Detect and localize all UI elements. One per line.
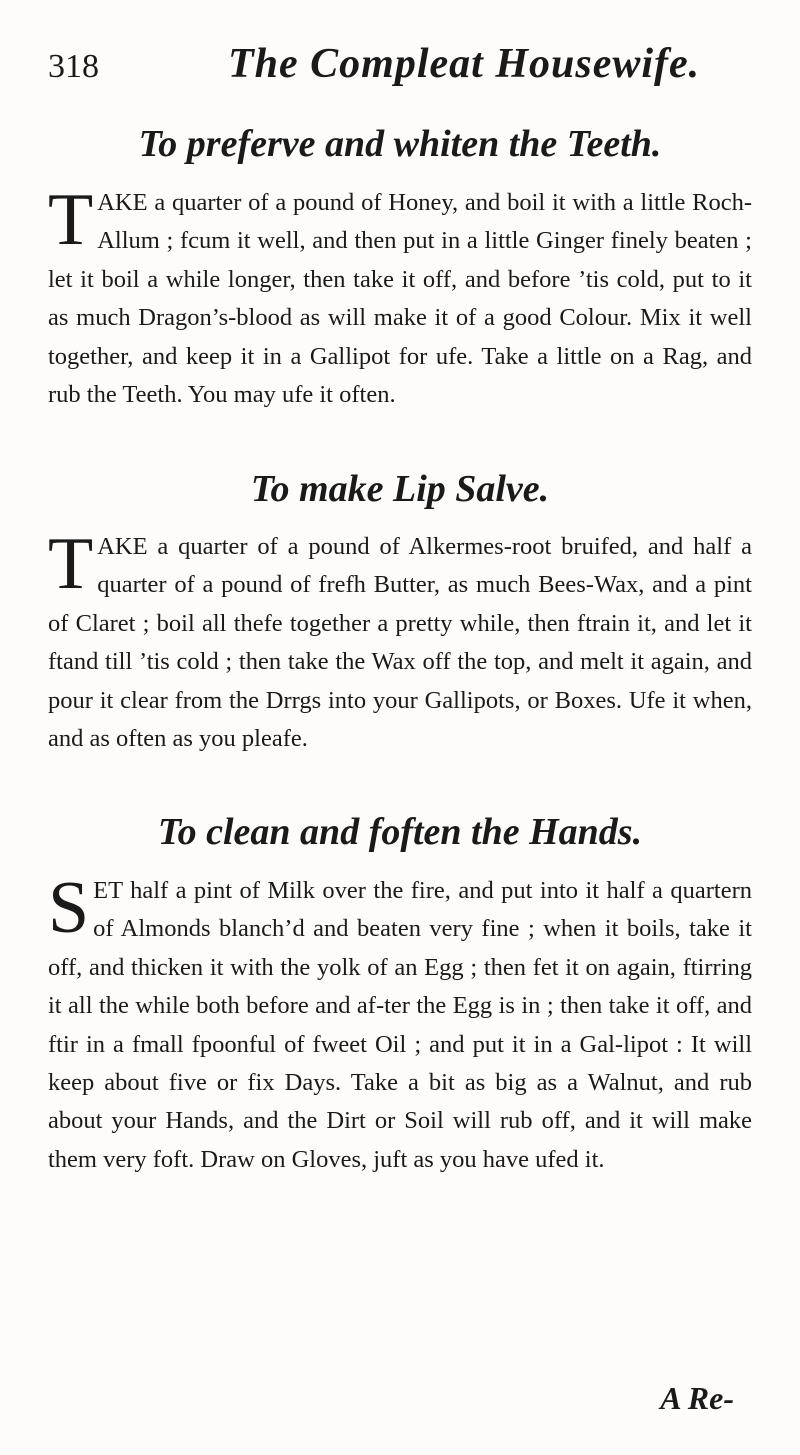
running-head bbox=[48, 38, 748, 98]
recipe-text: ET half a pint of Milk over the fire, and put into it half a quartern of Almonds blanch’d and beaten very fine ; when it boils, take it off, and thicken it with the yolk of an Egg ; then fet it on again, ftirring it all the while both before and af-ter the Egg is in ; then take it off, and ftir in a fmall fpoonful of fweet Oil ; and put it in a Gal-lipot : It will keep about five or fix Days. Take a bit as big as a Walnut, and rub about your Hands, and the Dirt or Soil will rub off, and it will make them very foft. Draw on Gloves, juft as you have ufed it. bbox=[48, 877, 752, 1173]
recipe-text: AKE a quarter of a pound of Honey, and boil it with a little Roch-Allum ; fcum it well, and then put in a little Ginger finely beaten ; let it boil a while longer, then take it off, and before ’tis cold, put to it as much Dragon’s-blood as will make it of a good Colour. Mix it well together, and keep it in a Gallipot for ufe. Take a little on a Rag, and rub the Teeth. You may ufe it often. bbox=[48, 189, 752, 409]
recipe-body-teeth bbox=[48, 179, 752, 414]
drop-cap: T bbox=[48, 179, 94, 261]
recipe-text: AKE a quarter of a pound of Alkermes-root bruifed, and half a quarter of a pound of frefh Butter, as much Bees-Wax, and a pint of Claret ; boil all thefe together a pretty while, then ftrain it, and let it ftand till ’tis cold ; then take the Wax off the top, and melt it again, and pour it clear from the Drrgs into your Gallipots, or Boxes. Ufe it when, and as often as you pleafe. bbox=[48, 533, 752, 753]
drop-cap: S bbox=[48, 867, 90, 949]
recipe-title-teeth: To preferve and whiten the Teeth. bbox=[138, 123, 662, 165]
book-title: The Compleat Housewife. bbox=[228, 41, 701, 87]
drop-cap: T bbox=[48, 523, 94, 605]
recipe-body-hands bbox=[48, 867, 752, 1179]
page-number: 318 bbox=[48, 48, 99, 85]
recipe-title-hands: To clean and foften the Hands. bbox=[157, 811, 643, 853]
catchword: A Re- bbox=[660, 1380, 734, 1416]
recipe-body-lip-salve bbox=[48, 523, 752, 758]
recipe-title-lip-salve: To make Lip Salve. bbox=[250, 468, 550, 510]
